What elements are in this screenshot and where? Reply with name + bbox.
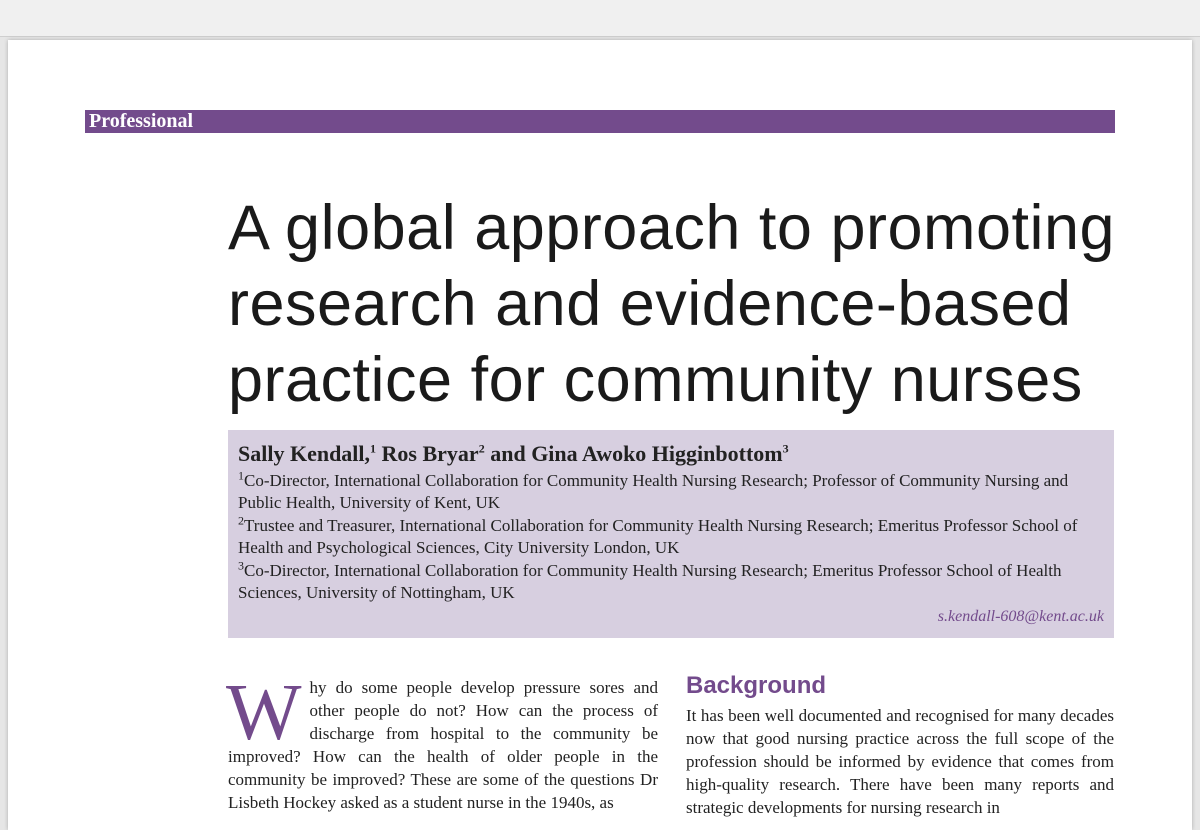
intro-paragraph — [226, 669, 658, 814]
section-label: Professional — [89, 110, 194, 132]
article-page — [8, 40, 1192, 830]
author-3: Gina Awoko Higginbottom — [531, 441, 783, 466]
affiliation-3-text: Co-Director, International Collaboration for Community Health Nursing Research; Emeritus Professor School of Health Sciences, University of Nottingham, UK — [238, 561, 1062, 602]
background-heading: Background — [686, 672, 827, 699]
intro-text: hy do some people develop pressure sores and other people do not? How can the process of discharge from hospital to the community be improved? How can the health of older people in the community be improved? These are some of the questions Dr Lisbeth Hockey asked as a student nurse in the 1940s, as — [228, 678, 658, 812]
affiliation-1 — [238, 470, 1104, 514]
author-box — [228, 430, 1114, 638]
author-and: and — [490, 441, 526, 466]
article-title: A global approach to promoting research and evidence-based practice for community nurses — [228, 193, 1116, 415]
viewer-top-bar — [0, 0, 1200, 37]
affiliation-1-num: 1 — [238, 468, 244, 483]
background-section — [686, 672, 1114, 819]
section-banner — [85, 110, 1115, 133]
contact-email[interactable]: s.kendall-608@kent.ac.uk — [937, 608, 1104, 625]
affiliation-2-num: 2 — [238, 513, 244, 528]
author-2-sup: 2 — [478, 441, 485, 456]
background-text: It has been well documented and recognised for many decades now that good nursing practice across the full scope of the profession should be informed by evidence that comes from high-quality research. There have been many reports and strategic developments for nursing research in — [686, 706, 1114, 817]
author-1-sup: 1 — [370, 441, 377, 456]
affiliation-1-text: Co-Director, International Collaboration for Community Health Nursing Research; Professor of Community Nursing and Public Health, University of Kent, UK — [238, 471, 1069, 512]
author-3-sup: 3 — [782, 441, 789, 456]
drop-cap: W — [226, 669, 302, 757]
affiliation-3 — [238, 560, 1104, 604]
author-1: Sally Kendall, — [238, 441, 371, 466]
affiliation-3-num: 3 — [238, 558, 244, 573]
affiliation-2 — [238, 515, 1104, 559]
affiliation-2-text: Trustee and Treasurer, International Collaboration for Community Health Nursing Research; Emeritus Professor School of Health and Psychological Sciences, City University London, UK — [238, 516, 1078, 557]
author-2: Ros Bryar — [381, 441, 479, 466]
author-line — [238, 440, 1104, 468]
